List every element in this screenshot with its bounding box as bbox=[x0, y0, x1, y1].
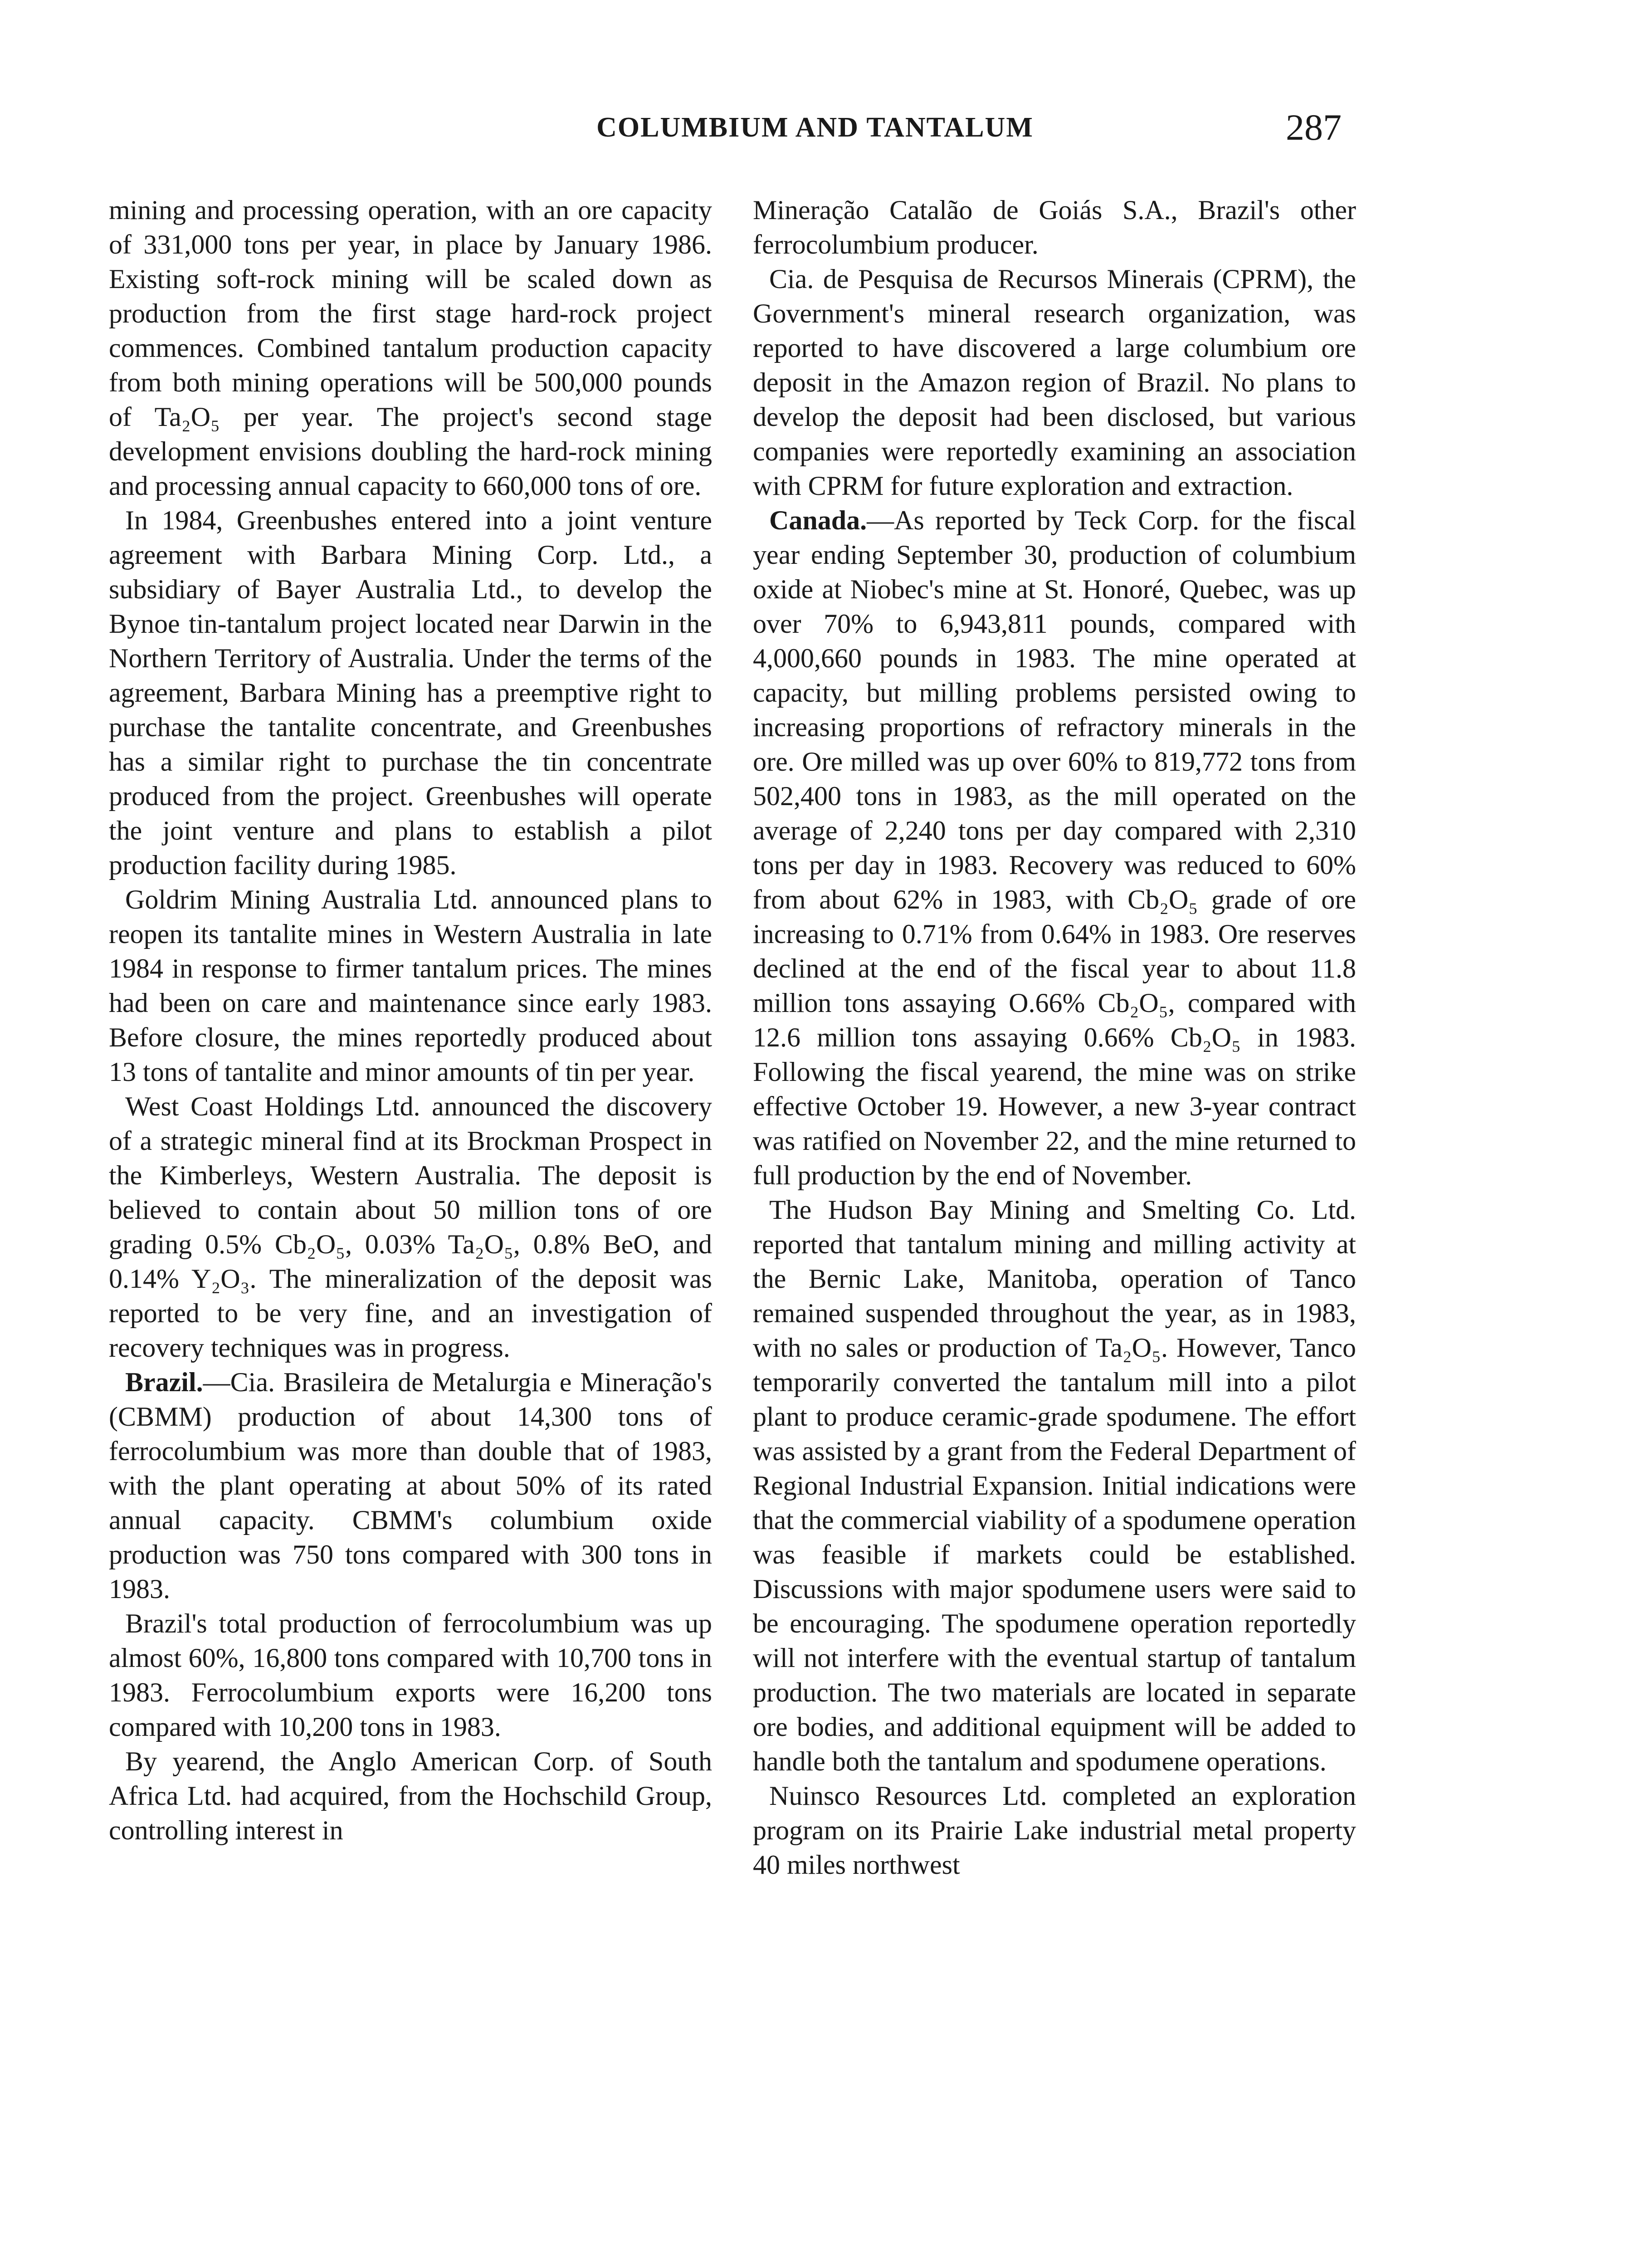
paragraph: The Hudson Bay Mining and Smelting Co. Ltd. reported that tantalum mining and milling activity at the Bernic Lake, Manitoba, operation of Tanco remained suspended throughout the year, as in 1983, with no sales or production of Ta₂O₅. However, Tanco temporarily converted the tantalum mill into a pilot plant to produce ceramic-grade spodumene. The effort was assisted by a grant from the Federal Department of Regional Industrial Expansion. Initial indications were that the commercial viability of a spodumene operation was feasible if markets could be established. Discussions with major spodumene users were said to be encouraging. The spodumene operation reportedly will not interfere with the eventual startup of tantalum production. The two materials are located in separate ore bodies, and additional equipment will be added to handle both the tantalum and spodumene operations. bbox=[753, 1195, 1356, 1776]
paragraph: Goldrim Mining Australia Ltd. announced plans to reopen its tantalite mines in Western Australia in late 1984 in response to firmer tantalum prices. The mines had been on care and maintenance since early 1983. Before closure, the mines reportedly produced about 13 tons of tantalite and minor amounts of tin per year. bbox=[109, 885, 712, 1087]
paragraph-brazil bbox=[109, 1365, 712, 1606]
paragraph: By yearend, the Anglo American Corp. of South Africa Ltd. had acquired, from the Hochschild Group, controlling interest in bbox=[109, 1746, 712, 1845]
paragraph: West Coast Holdings Ltd. announced the discovery of a strategic mineral find at its Brockman Prospect in the Kimberleys, Western Australia. The deposit is believed to contain about 50 million tons of ore grading 0.5% Cb₂O₅, 0.03% Ta₂O₅, 0.8% BeO, and 0.14% Y₂O₃. The mineralization of the deposit was reported to be very fine, and an investigation of recovery techniques was in progress. bbox=[109, 1091, 712, 1363]
paragraph: Mineração Catalão de Goiás S.A., Brazil's other ferrocolumbium producer. bbox=[753, 195, 1356, 259]
paragraph-text: —Cia. Brasileira de Metalurgia e Mineração's (CBMM) production of about 14,300 tons of ferrocolumbium was more than double that of 1983, with the plant operating at about 50% of its rated annual capacity. CBMM's columbium oxide production was 750 tons compared with 300 tons in 1983. bbox=[109, 1367, 712, 1604]
paragraph: In 1984, Greenbushes entered into a joint venture agreement with Barbara Mining Corp. Ltd., a subsidiary of Bayer Australia Ltd., to develop the Bynoe tin-tantalum project located near Darwin in the Northern Territory of Australia. Under the terms of the agreement, Barbara Mining has a preemptive right to purchase the tantalite concentrate, and Greenbushes has a similar right to purchase the tin concentrate produced from the project. Greenbushes will operate the joint venture and plans to establish a pilot production facility during 1985. bbox=[109, 505, 712, 880]
running-title: COLUMBIUM AND TANTALUM bbox=[596, 112, 1034, 143]
paragraph: mining and processing operation, with an ore capacity of 331,000 tons per year, in place by January 1986. Existing soft-rock mining will be scaled down as production from the first stage hard-rock project commences. Combined tantalum production capacity from both mining operations will be 500,000 pounds of Ta₂O₅ per year. The project's second stage development envisions doubling the hard-rock mining and processing annual capacity to 660,000 tons of ore. bbox=[109, 195, 712, 501]
left-column bbox=[109, 193, 712, 1848]
section-lead-brazil: Brazil. bbox=[125, 1367, 203, 1397]
section-lead-canada: Canada. bbox=[769, 505, 867, 535]
paragraph: Nuinsco Resources Ltd. completed an exploration program on its Prairie Lake industrial metal property 40 miles northwest bbox=[753, 1781, 1356, 1880]
paragraph-canada bbox=[753, 503, 1356, 1193]
right-column bbox=[753, 193, 1356, 1882]
paragraph: Brazil's total production of ferrocolumbium was up almost 60%, 16,800 tons compared with 10,700 tons in 1983. Ferrocolumbium exports were 16,200 tons compared with 10,200 tons in 1983. bbox=[109, 1608, 712, 1742]
page-number: 287 bbox=[1286, 107, 1342, 148]
paragraph-text: —As reported by Teck Corp. for the fiscal year ending September 30, production of columbium oxide at Niobec's mine at St. Honoré, Quebec, was up over 70% to 6,943,811 pounds, compared with 4,000,660 pounds in 1983. The mine operated at capacity, but milling problems persisted owing to increasing proportions of refractory minerals in the ore. Ore milled was up over 60% to 819,772 tons from 502,400 tons in 1983, as the mill operated on the average of 2,240 tons per day compared with 2,310 tons per day in 1983. Recovery was reduced to 60% from about 62% in 1983, with Cb₂O₅ grade of ore increasing to 0.71% from 0.64% in 1983. Ore reserves declined at the end of the fiscal year to about 11.8 million tons assaying O.66% Cb₂O₅, compared with 12.6 million tons assaying 0.66% Cb₂O₅ in 1983. Following the fiscal yearend, the mine was on strike effective October 19. However, a new 3-year contract was ratified on November 22, and the mine returned to full production by the end of November. bbox=[753, 505, 1356, 1190]
paragraph: Cia. de Pesquisa de Recursos Minerais (CPRM), the Government's mineral research organization, was reported to have discovered a large columbium ore deposit in the Amazon region of Brazil. No plans to develop the deposit had been disclosed, but various companies were reportedly examining an association with CPRM for future exploration and extraction. bbox=[753, 264, 1356, 501]
page-header bbox=[109, 103, 1521, 152]
